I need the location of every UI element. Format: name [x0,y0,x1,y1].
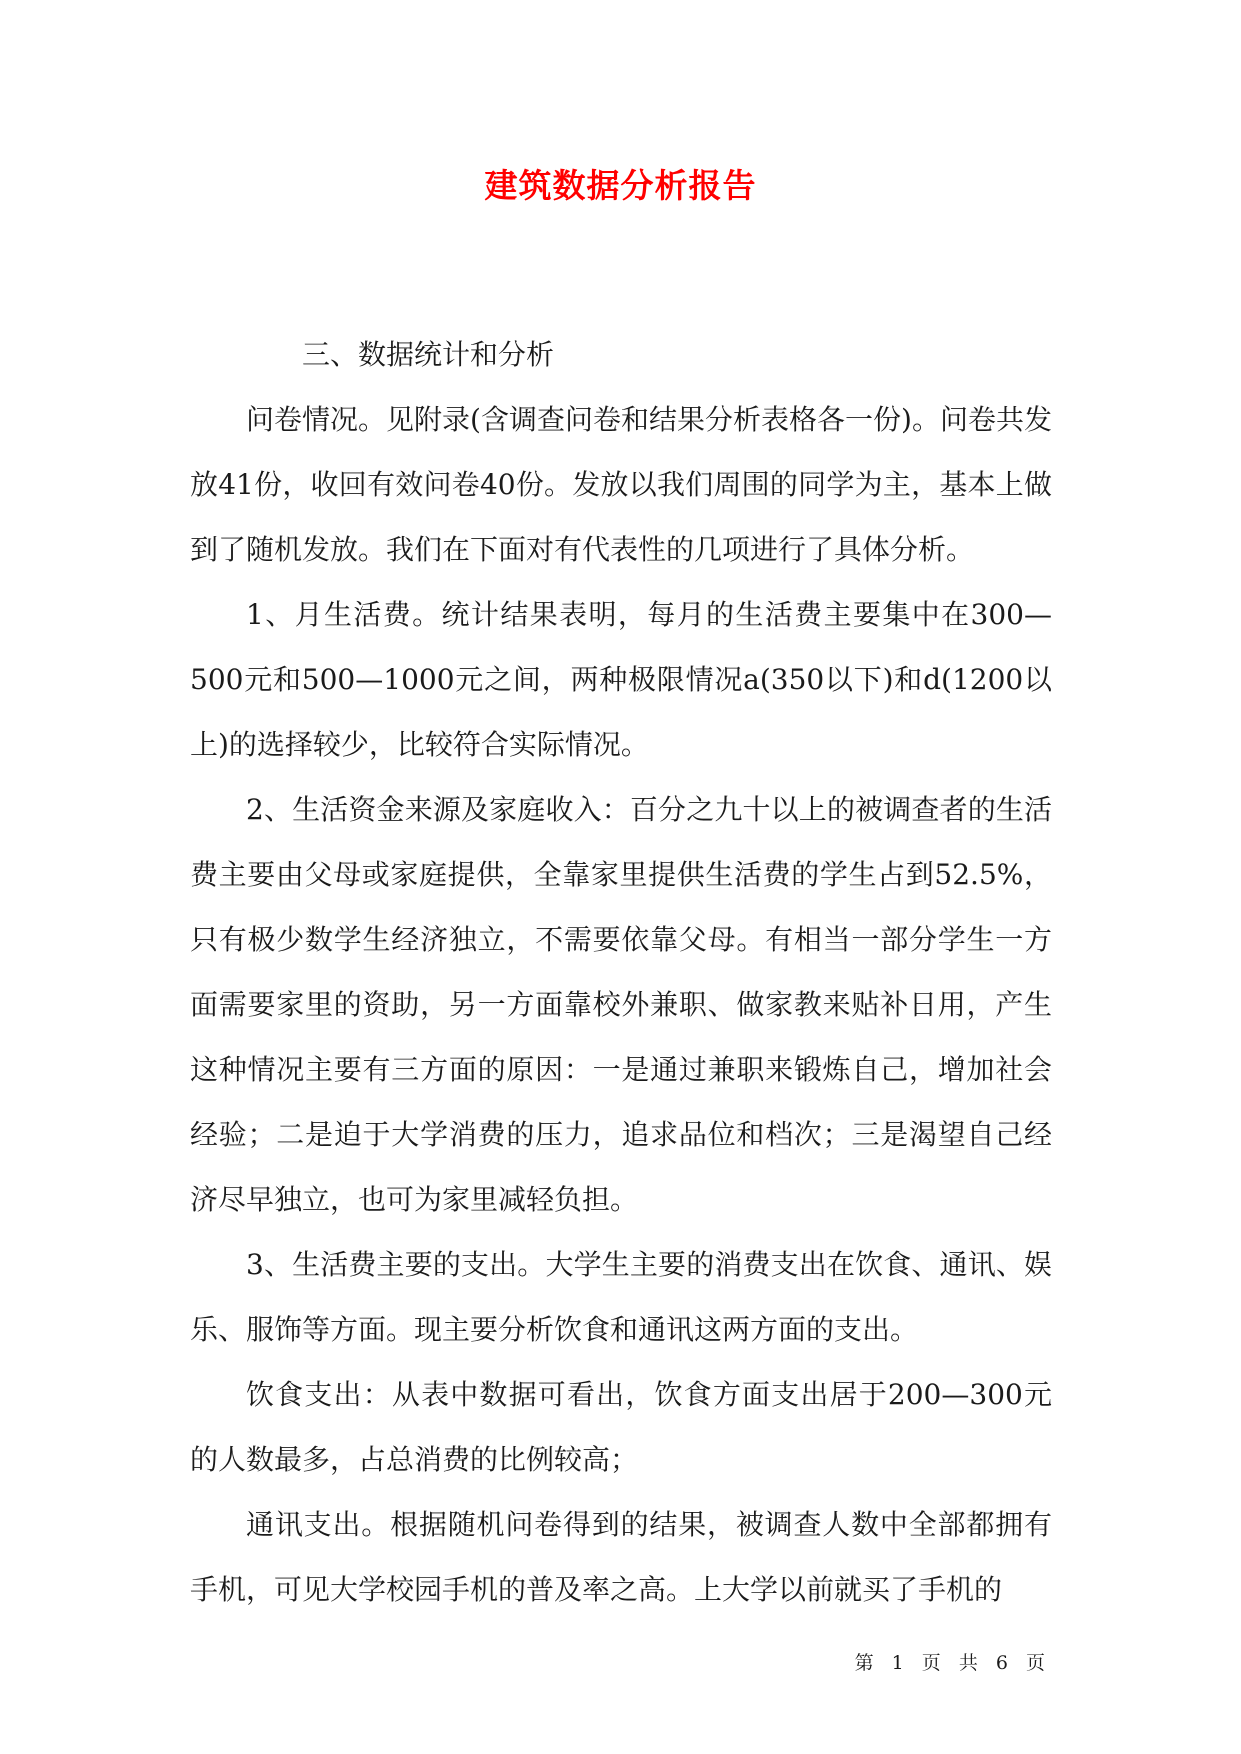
paragraph-food-expenses: 饮食支出：从表中数据可看出，饮食方面支出居于200—300元的人数最多，占总消费的比例较高； [190,1378,1052,1476]
paragraph-monthly-living-expenses: 1、月生活费。统计结果表明，每月的生活费主要集中在300—500元和500—1000元之间，两种极限情况a(350以下)和d(1200以上)的选择较少，比较符合实际情况。 [190,598,1052,761]
paragraph-questionnaire: 问卷情况。见附录(含调查问卷和结果分析表格各一份)。问卷共发放41份，收回有效问卷40份。发放以我们周围的同学为主，基本上做到了随机发放。我们在下面对有代表性的几项进行了具体分析。 [190,403,1052,566]
page-number-footer: 第 1 页 共 6 页 [854,1652,1051,1674]
paragraph-communication-expenses: 通讯支出。根据随机问卷得到的结果，被调查人数中全部都拥有手机，可见大学校园手机的普及率之高。上大学以前就买了手机的 [190,1508,1052,1606]
paragraph-main-expenses: 3、生活费主要的支出。大学生主要的消费支出在饮食、通讯、娱乐、服饰等方面。现主要分析饮食和通讯这两方面的支出。 [190,1248,1052,1346]
paragraph-funding-source: 2、生活资金来源及家庭收入：百分之九十以上的被调查者的生活费主要由父母或家庭提供，全靠家里提供生活费的学生占到52.5%，只有极少数学生经济独立，不需要依靠父母。有相当一部分学生一方面需要家里的资助，另一方面靠校外兼职、做家教来贴补日用，产生这种情况主要有三方面的原因：一是通过兼职来锻炼自己，增加社会经验；二是迫于大学消费的压力，追求品位和档次；三是渴望自己经济尽早独立，也可为家里减轻负担。 [190,793,1052,1216]
section-heading: 三、数据统计和分析 [302,338,555,371]
document-body [190,322,1052,1622]
document-title: 建筑数据分析报告 [484,166,757,205]
